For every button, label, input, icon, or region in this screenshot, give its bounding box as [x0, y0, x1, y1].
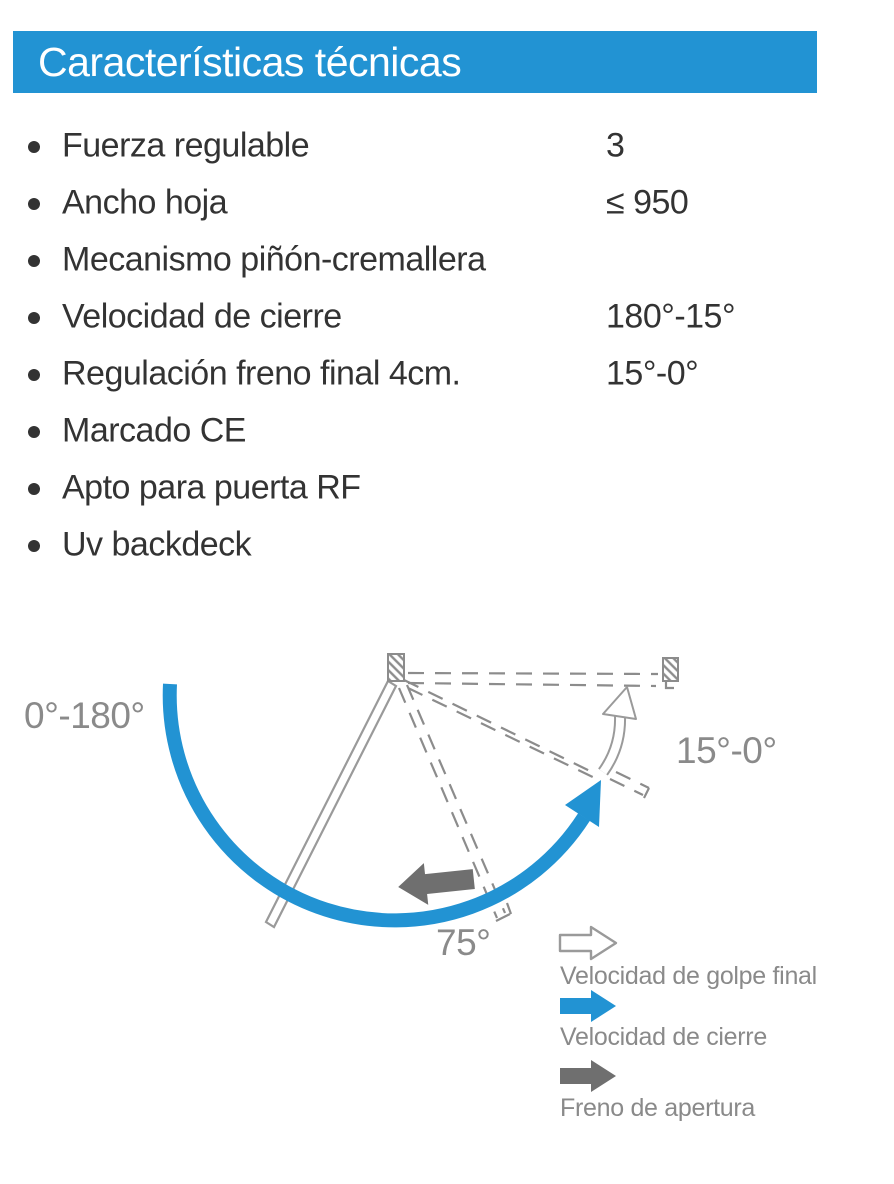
legend-label-final-snap: Velocidad de golpe final — [560, 962, 817, 990]
spec-label: Fuerza regulable — [62, 126, 310, 165]
brake-angle-label: 75° — [436, 922, 491, 963]
bullet-icon — [28, 255, 40, 267]
hinge-block — [388, 654, 404, 681]
blue-arrow-icon — [560, 990, 616, 1022]
spec-label: Uv backdeck — [62, 525, 252, 564]
opening-brake-arrow — [396, 858, 476, 908]
spec-value: 15°-0° — [606, 354, 699, 393]
door-closed-dashed-line — [408, 673, 674, 688]
spec-row — [0, 232, 894, 289]
spec-row — [0, 118, 894, 175]
spec-label: Apto para puerta RF — [62, 468, 361, 507]
door-closer-diagram — [0, 600, 894, 1184]
spec-label: Velocidad de cierre — [62, 297, 342, 336]
bullet-icon — [28, 198, 40, 210]
section-header — [13, 31, 817, 93]
bullet-icon — [28, 540, 40, 552]
final-snap-arrow — [603, 687, 636, 772]
legend-label-closing-speed: Velocidad de cierre — [560, 1023, 767, 1051]
spec-label: Mecanismo piñón-cremallera — [62, 240, 486, 279]
spec-row — [0, 289, 894, 346]
gray-arrow-icon — [560, 1060, 616, 1092]
spec-value: ≤ 950 — [606, 183, 689, 222]
spec-row — [0, 175, 894, 232]
final-range-label: 15°-0° — [676, 730, 777, 771]
spec-label: Marcado CE — [62, 411, 246, 450]
spec-row — [0, 460, 894, 517]
spec-row — [0, 403, 894, 460]
legend — [560, 927, 817, 1122]
spec-value: 3 — [606, 126, 625, 165]
page-title: Características técnicas — [38, 39, 462, 85]
bullet-icon — [28, 369, 40, 381]
spec-value: 180°-15° — [606, 297, 736, 336]
bullet-icon — [28, 483, 40, 495]
bullet-icon — [28, 312, 40, 324]
closing-speed-arc — [170, 684, 601, 920]
frame-block — [663, 658, 678, 681]
spec-label: Regulación freno final 4cm. — [62, 354, 461, 393]
spec-label: Ancho hoja — [62, 183, 228, 222]
spec-list — [0, 118, 894, 574]
spec-row — [0, 517, 894, 574]
legend-label-opening-brake: Freno de apertura — [560, 1094, 756, 1122]
spec-row — [0, 346, 894, 403]
bullet-icon — [28, 141, 40, 153]
open-range-label: 0°-180° — [24, 695, 145, 736]
outline-arrow-icon — [560, 927, 616, 959]
bullet-icon — [28, 426, 40, 438]
